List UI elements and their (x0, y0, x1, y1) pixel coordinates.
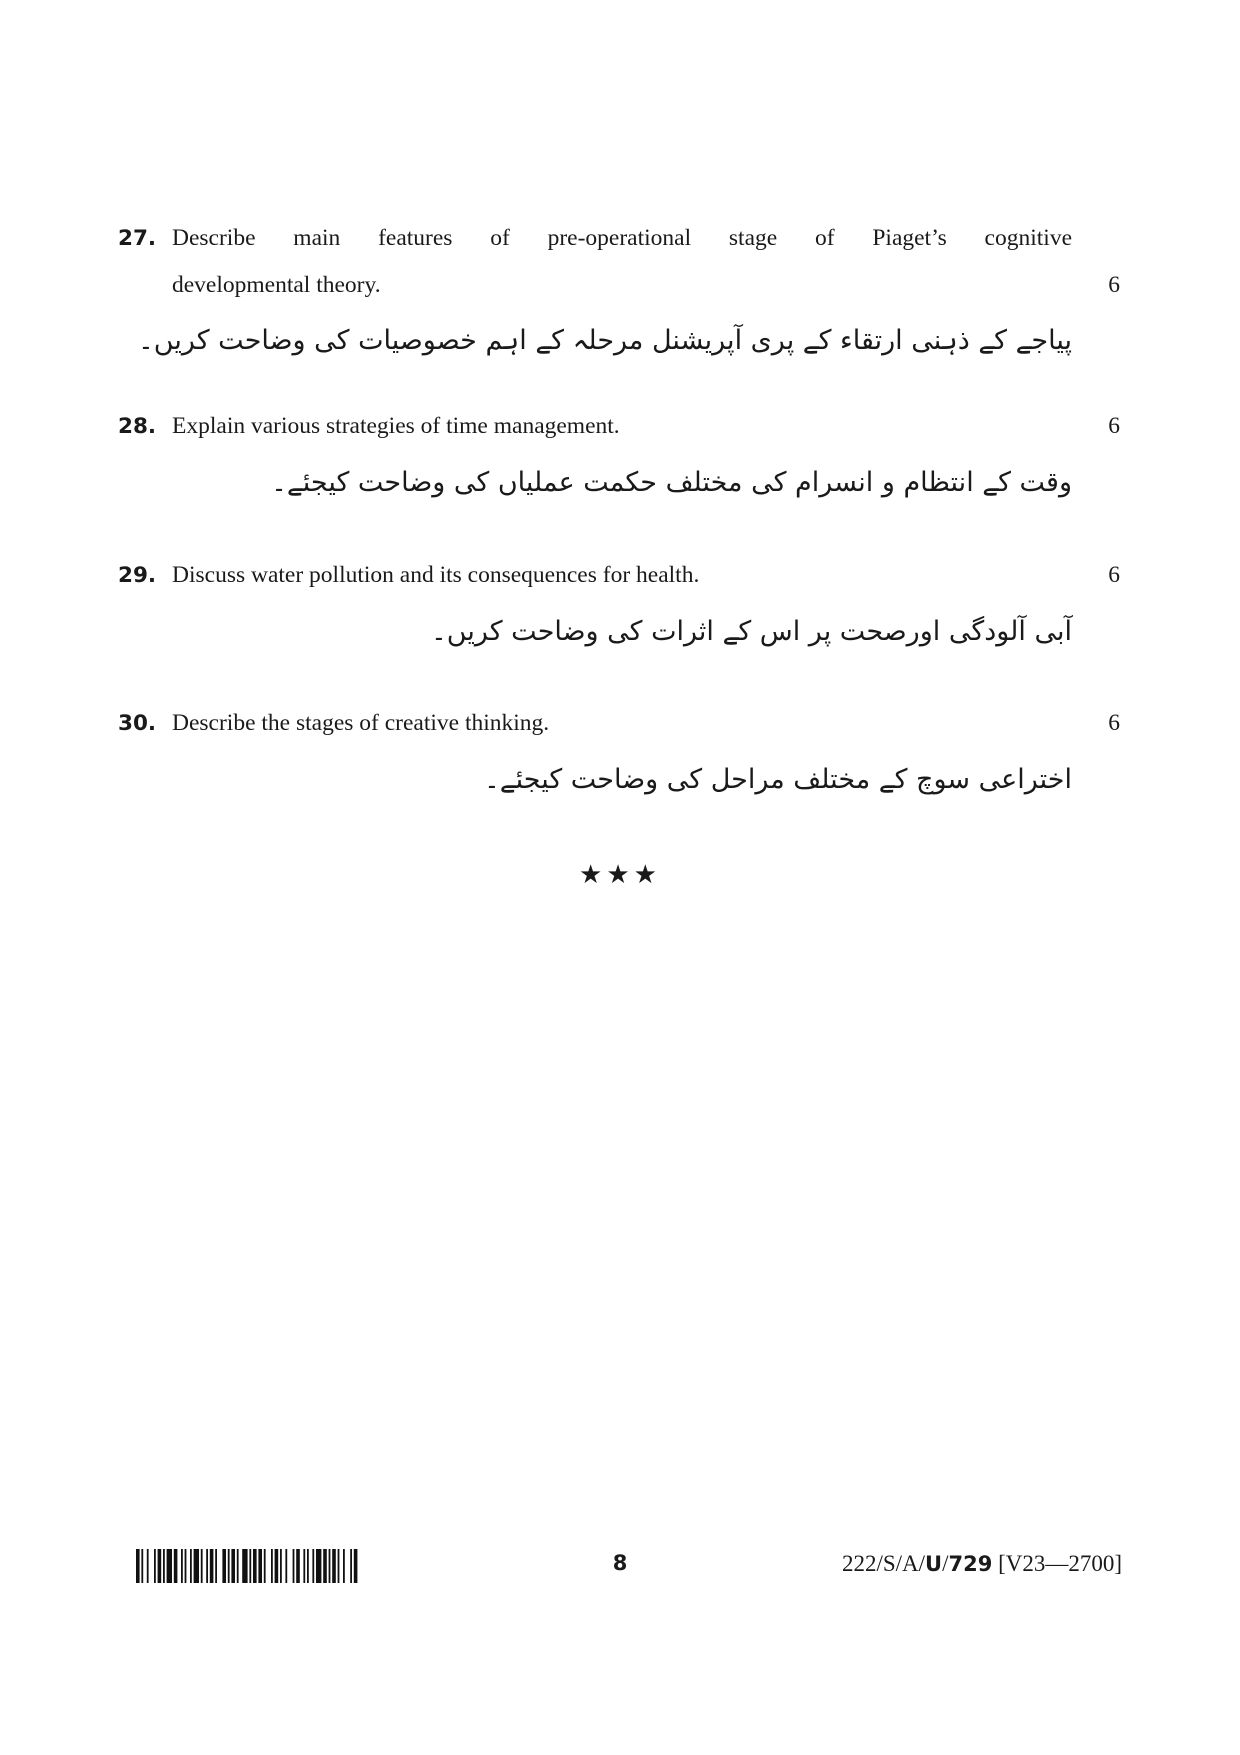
question-marks: 6 (1108, 562, 1120, 588)
question-marks: 6 (1108, 413, 1120, 439)
question-text: Describe the stages of creative thinking. (172, 710, 550, 736)
question-marks: 6 (1108, 710, 1120, 736)
question-27 (118, 215, 1120, 366)
question-number: 30. (118, 711, 157, 736)
page-number: 8 (612, 1551, 628, 1575)
question-urdu-text: وقت کے انتظام و انسرام کی مختلف حکمت عملیاں کی وضاحت کیجئے۔ (271, 467, 1072, 498)
question-text-continued: developmental theory. (172, 272, 381, 298)
end-marker: ★★★ (579, 860, 661, 890)
question-number: 29. (118, 563, 157, 588)
question-number: 28. (118, 414, 157, 439)
question-30 (118, 700, 1120, 805)
question-29 (118, 552, 1120, 657)
question-urdu-text: آبی آلودگی اورصحت پر اس کے اثرات کی وضاحت کریں۔ (430, 616, 1072, 647)
question-urdu-text: پیاجے کے ذہنی ارتقاء کے پری آپریشنل مرحلہ کے اہم خصوصیات کی وضاحت کریں۔ (137, 325, 1072, 356)
question-28 (118, 403, 1120, 508)
question-text: Discuss water pollution and its consequences for health. (172, 562, 700, 588)
question-text: Describe main features of pre-operational stage of Piaget’s cognitive (172, 225, 1072, 251)
question-marks: 6 (1108, 272, 1120, 298)
question-number: 27. (118, 226, 157, 251)
question-text: Explain various strategies of time management. (172, 413, 620, 439)
question-urdu-text: اختراعی سوچ کے مختلف مراحل کی وضاحت کیجئے۔ (483, 764, 1072, 795)
page-footer (0, 1545, 1240, 1589)
paper-code: 222/S/A/U/729 [V23—2700] (841, 1551, 1122, 1576)
